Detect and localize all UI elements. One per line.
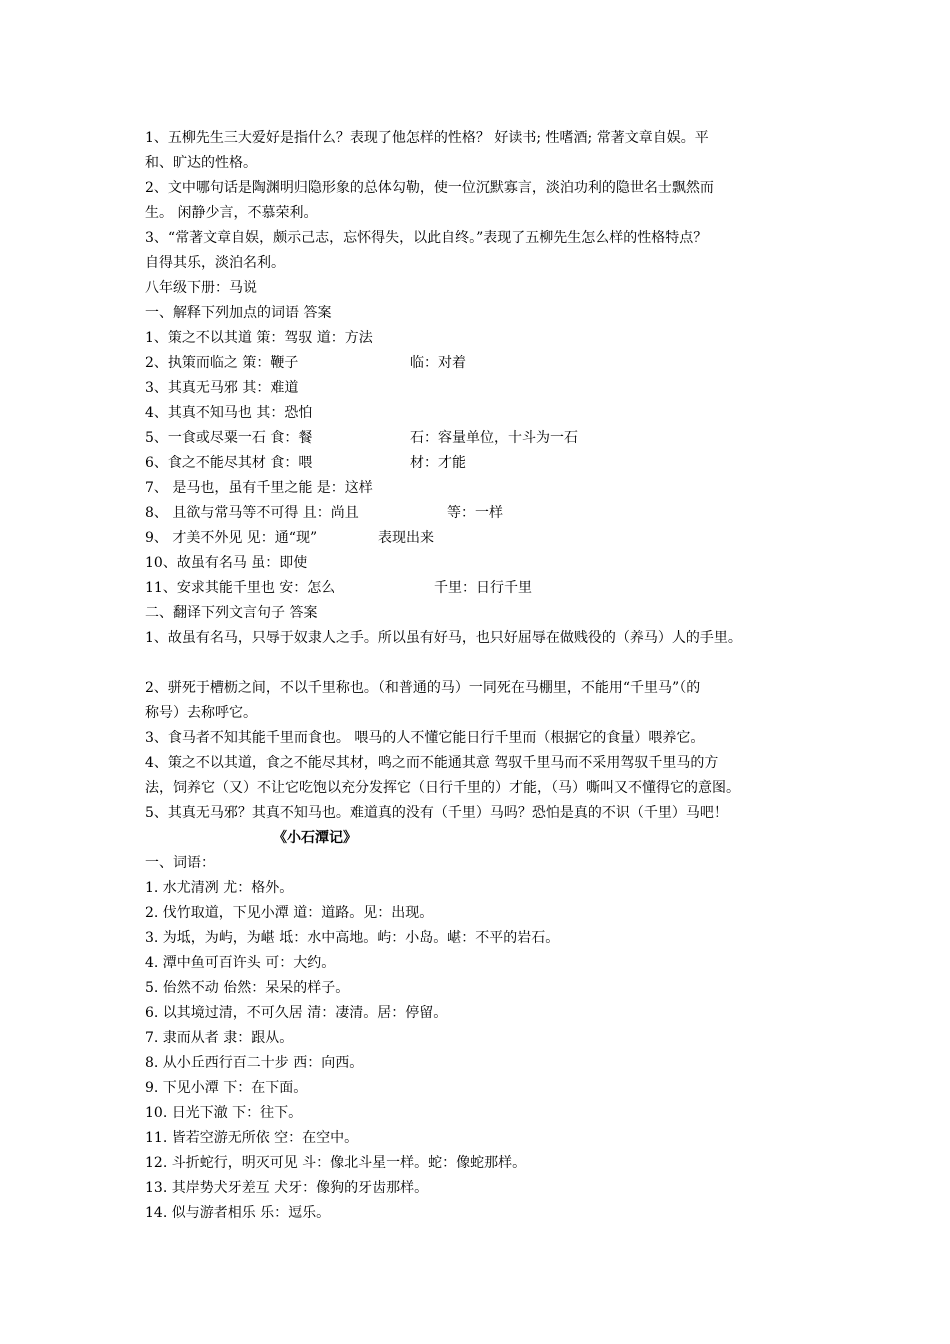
word-item [145,476,825,501]
word-meaning: 千里：日行千里 [434,580,532,596]
section-title-xiaoshitanji: 《小石潭记》 [273,830,357,846]
translation-item [145,676,825,726]
list-item: 13. 其岸势犬牙差互 犬牙：像狗的牙齿那样。 [145,1180,429,1196]
word-term: 9、 才美不外见 见：通“现” [145,530,318,546]
word-meaning: 临：对着 [410,355,466,371]
question-1 [145,126,825,176]
list-item: 4. 潭中鱼可百许头 可：大约。 [145,955,336,971]
word-item [145,326,825,351]
list-item: 3. 为坻，为屿，为嵁 坻：水中高地。屿：小岛。嵁：不平的岩石。 [145,930,560,946]
list-item: 10. 日光下澈 下：往下。 [145,1105,303,1121]
text-line: 5、其真无马邪？其真不知马也。难道真的没有（千里）马吗？恐怕是真的不识（千里）马吧！ [145,805,728,821]
word-term: 8、 且欲与常马等不可得 且：尚且 [145,505,359,521]
translation-item [145,801,825,826]
list-item: 14. 似与游者相乐 乐：逗乐。 [145,1205,331,1221]
word-term: 10、故虽有名马 虽：即使 [145,555,308,571]
word-item [145,526,825,551]
translation-list [145,626,825,826]
word-meaning: 表现出来 [378,530,434,546]
translation-item [145,751,825,801]
word-item [145,351,825,376]
list-item: 2. 伐竹取道，下见小潭 道：道路。见：出现。 [145,905,434,921]
word-item [145,501,825,526]
word-item [145,426,825,451]
translation-item [145,726,825,751]
text-line: 生。 闲静少言，不慕荣利。 [145,205,318,221]
text-line: 3、“常著文章自娱，颇示己志，忘怀得失，以此自终。”表现了五柳先生怎么样的性格特点？ [145,230,708,246]
section-heading-translation: 二、翻译下列文言句子 答案 [145,605,318,621]
xsjt-word-list [145,876,825,1226]
text-line: 2、骈死于槽枥之间，不以千里称也。（和普通的马）一同死在马棚里，不能用“千里马”（的 [145,680,701,696]
subsection-heading-words: 一、词语： [145,855,215,871]
word-term: 6、食之不能尽其材 食：喂 [145,455,313,471]
word-meaning: 等：一样 [447,505,503,521]
word-item [145,451,825,476]
word-meaning: 材：才能 [410,455,466,471]
list-item: 6. 以其境过清，不可久居 清：凄清。居：停留。 [145,1005,448,1021]
word-term: 11、安求其能千里也 安：怎么 [145,580,336,596]
text-line: 法，饲养它（又）不让它吃饱以充分发挥它（日行千里的）才能，（马）嘶叫又不懂得它的意图。 [145,780,740,796]
word-term: 7、 是马也，虽有千里之能 是：这样 [145,480,373,496]
word-term: 5、一食或尽粟一石 食：餐 [145,430,313,446]
text-line: 1、故虽有名马，只辱于奴隶人之手。所以虽有好马，也只好屈辱在做贱役的（养马）人的手里。 [145,630,742,646]
word-item [145,376,825,401]
text-line: 称号）去称呼它。 [145,705,257,721]
word-term: 3、其真无马邪 其：难道 [145,380,299,396]
word-list [145,326,825,601]
text-line: 自得其乐，淡泊名利。 [145,255,285,271]
document-body [145,126,825,1226]
word-item [145,401,825,426]
section-heading-words: 一、解释下列加点的词语 答案 [145,305,332,321]
word-term: 2、执策而临之 策：鞭子 [145,355,299,371]
grade-heading: 八年级下册：马说 [145,280,257,296]
list-item: 1. 水尤清冽 尤：格外。 [145,880,294,896]
blank-line [145,651,825,676]
text-line: 2、文中哪句话是陶渊明归隐形象的总体勾勒，使一位沉默寡言，淡泊功利的隐世名士飘然而 [145,180,714,196]
word-meaning: 石：容量单位，十斗为一石 [410,430,578,446]
question-2 [145,176,825,226]
word-item [145,576,825,601]
translation-item [145,626,825,651]
text-line: 1、五柳先生三大爱好是指什么？表现了他怎样的性格？ 好读书; 性嗜酒; 常著文章自娱。平 [145,130,709,146]
word-term: 4、其真不知马也 其：恐怕 [145,405,313,421]
word-term: 1、策之不以其道 策：驾驭 道：方法 [145,330,373,346]
word-item [145,551,825,576]
list-item: 11. 皆若空游无所依 空：在空中。 [145,1130,359,1146]
text-line: 3、食马者不知其能千里而食也。 喂马的人不懂它能日行千里而（根据它的食量）喂养它。 [145,730,705,746]
list-item: 8. 从小丘西行百二十步 西：向西。 [145,1055,364,1071]
list-item: 5. 佁然不动 佁然：呆呆的样子。 [145,980,350,996]
question-3 [145,226,825,276]
list-item: 9. 下见小潭 下：在下面。 [145,1080,308,1096]
list-item: 12. 斗折蛇行，明灭可见 斗：像北斗星一样。蛇：像蛇那样。 [145,1155,527,1171]
text-line: 4、策之不以其道，食之不能尽其材，鸣之而不能通其意 驾驭千里马而不采用驾驭千里马的方 [145,755,719,771]
list-item: 7. 隶而从者 隶：跟从。 [145,1030,294,1046]
text-line: 和、旷达的性格。 [145,155,257,171]
